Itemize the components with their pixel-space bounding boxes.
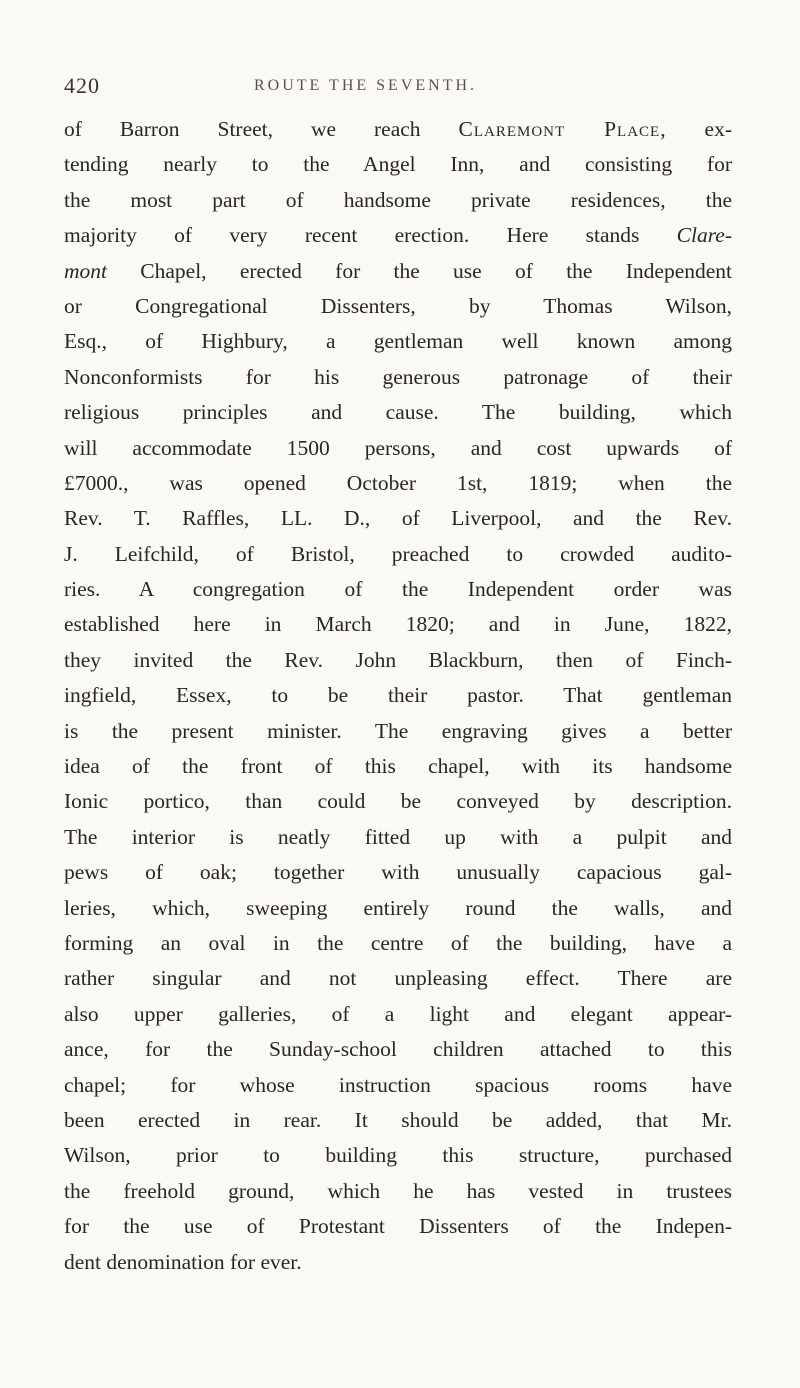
text-line: Rev. T. Raffles, LL. D., of Liverpool, and the Rev. — [64, 506, 732, 531]
text-line: chapel; for whose instruction spacious rooms have — [64, 1072, 732, 1097]
page-header — [64, 73, 744, 113]
text-line: also upper galleries, of a light and elegant appear- — [64, 1001, 732, 1026]
text-line: tending nearly to the Angel Inn, and consisting for — [64, 152, 732, 177]
chapel-name: Clare- — [676, 223, 732, 248]
text-line: £7000., was opened October 1st, 1819; when the — [64, 470, 732, 495]
page-number: 420 — [64, 73, 100, 98]
text-line: been erected in rear. It should be added, that Mr. — [64, 1107, 732, 1132]
text-line: or Congregational Dissenters, by Thomas Wilson, — [64, 293, 732, 318]
text-line: Wilson, prior to building this structure, purchased — [64, 1143, 732, 1168]
text-line: ries. A congregation of the Independent order was — [64, 577, 732, 602]
text-line: Esq., of Highbury, a gentleman well known among — [64, 329, 732, 354]
text-line: religious principles and cause. The building, which — [64, 400, 732, 425]
text-line: Nonconformists for his generous patronage of their — [64, 364, 732, 389]
text-line: majority of very recent erection. Here stands Clare- — [64, 223, 732, 248]
text-line: dent denomination for ever. — [64, 1249, 302, 1274]
place-name: Claremont Place, — [458, 117, 667, 141]
text-line: will accommodate 1500 persons, and cost upwards of — [64, 435, 732, 460]
text-line: rather singular and not unpleasing effect. There are — [64, 966, 732, 991]
text-line: ingfield, Essex, to be their pastor. That gentleman — [64, 683, 732, 708]
body-text — [64, 112, 732, 1280]
text-line: pews of oak; together with unusually capacious gal- — [64, 860, 732, 885]
text-line: Ionic portico, than could be conveyed by description. — [64, 789, 732, 814]
text-line: ance, for the Sunday-school children attached to this — [64, 1037, 732, 1062]
text-line: they invited the Rev. John Blackburn, then of Finch- — [64, 647, 732, 672]
text-line: the freehold ground, which he has vested in trustees — [64, 1178, 732, 1203]
text-line: J. Leifchild, of Bristol, preached to crowded audito- — [64, 541, 732, 566]
text-line: forming an oval in the centre of the building, have a — [64, 930, 732, 955]
chapel-name: mont — [64, 258, 107, 283]
text-line: leries, which, sweeping entirely round the walls, and — [64, 895, 732, 920]
text-line: is the present minister. The engraving gives a better — [64, 718, 732, 743]
text-line: idea of the front of this chapel, with its handsome — [64, 754, 732, 779]
text-line: of Barron Street, we reach Claremont Place, ex- — [64, 117, 732, 141]
text-line: established here in March 1820; and in June, 1822, — [64, 612, 732, 637]
text-line: the most part of handsome private residences, the — [64, 187, 732, 212]
text-line: The interior is neatly fitted up with a pulpit and — [64, 824, 732, 849]
text-line: mont Chapel, erected for the use of the Independent — [64, 258, 732, 283]
text-line: for the use of Protestant Dissenters of the Indepen- — [64, 1214, 732, 1239]
running-head: ROUTE THE SEVENTH. — [254, 77, 478, 94]
